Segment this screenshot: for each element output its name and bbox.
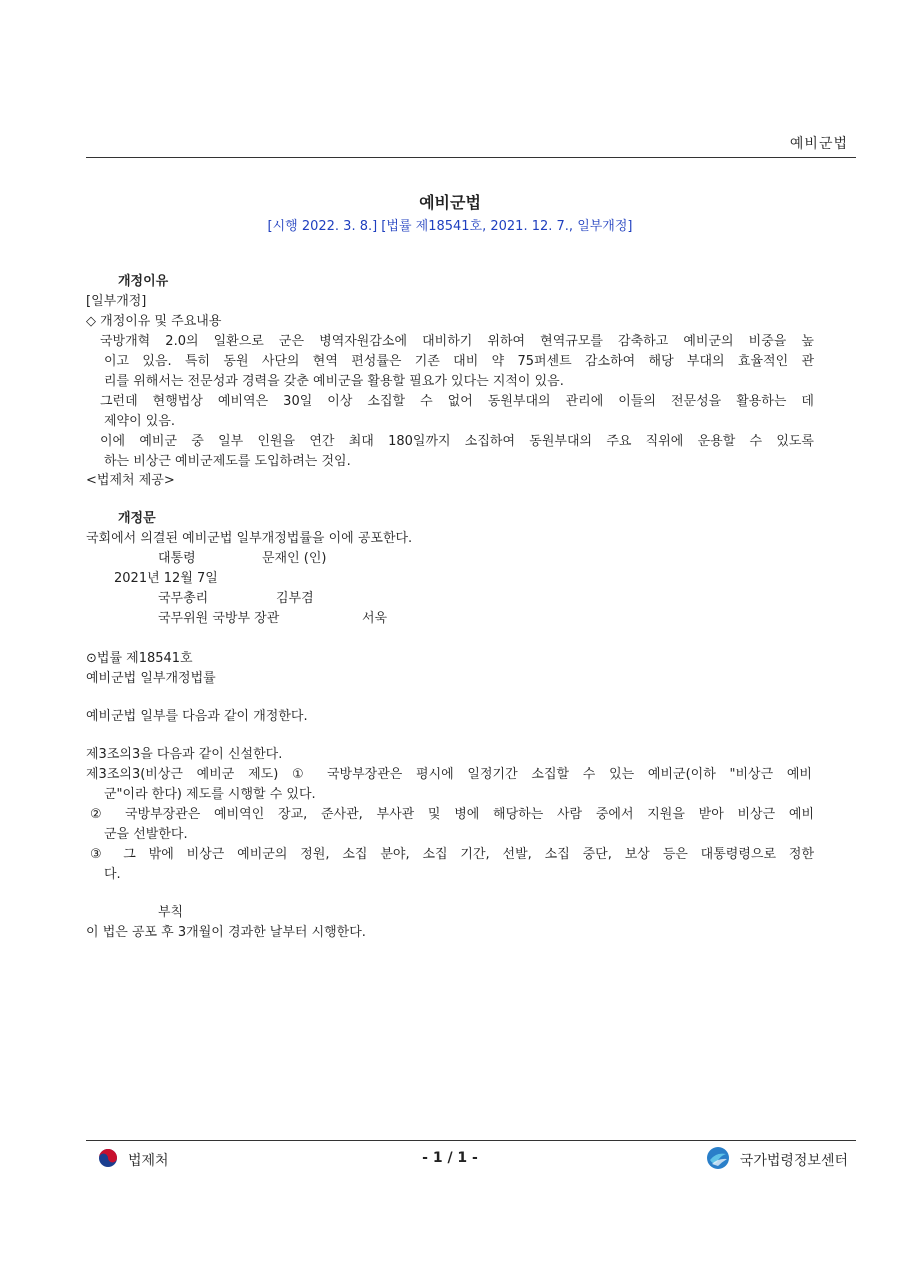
reason-p2-line1: 그런데 현행법상 예비역은 30일 이상 소집할 수 없어 동원부대의 관리에 이들의 전문성을 활용하는 데 [100, 394, 814, 409]
paragraph-2-line2: 군을 선발한다. [104, 827, 188, 842]
prime-minister-title: 국무총리 [158, 591, 209, 606]
footer-right-label: 국가법령정보센터 [739, 1153, 848, 1169]
page-number: - 1 / 1 - [422, 1150, 478, 1166]
minister-name: 서욱 [362, 611, 388, 626]
reason-bullet: ◇ 개정이유 및 주요내용 [86, 314, 222, 329]
minister-title: 국무위원 국방부 장관 [158, 611, 280, 626]
globe-logo-icon [706, 1146, 730, 1174]
president-title: 대통령 [158, 551, 196, 566]
law-name: 예비군법 일부개정법률 [86, 671, 216, 686]
reason-p1-line3: 리를 위해서는 전문성과 경력을 갖춘 예비군을 활용할 필요가 있다는 지적이 있음. [104, 374, 564, 389]
reason-tag: [일부개정] [86, 294, 147, 309]
document-title: 예비군법 [419, 193, 481, 212]
reason-p3-line2: 하는 비상근 예비군제도를 도입하려는 것임. [104, 454, 351, 469]
law-number: ⊙법률 제18541호 [86, 651, 193, 666]
amendment-heading: 개정문 [118, 511, 156, 526]
footer-divider [86, 1140, 856, 1141]
paragraph-2-line1: ② 국방부장관은 예비역인 장교, 준사관, 부사관 및 병에 해당하는 사람 중에서 지원을 받아 비상근 예비 [90, 807, 814, 822]
reason-p1-line1: 국방개혁 2.0의 일환으로 군은 병역자원감소에 대비하기 위하여 현역규모를 감축하고 예비군의 비중을 높 [100, 334, 814, 349]
reason-p2-line2: 제약이 있음. [104, 414, 176, 429]
footer-right [706, 1146, 848, 1174]
promulgation-text: 국회에서 의결된 예비군법 일부개정법률을 이에 공포한다. [86, 531, 413, 546]
reason-source: <법제처 제공> [86, 473, 175, 488]
reason-p3-line1: 이에 예비군 중 일부 인원을 연간 최대 180일까지 소집하여 동원부대의 주요 직위에 운용할 수 있도록 [100, 434, 814, 449]
article-new-notice: 제3조의3을 다음과 같이 신설한다. [86, 747, 283, 762]
reason-p1-line2: 이고 있음. 특히 동원 사단의 현역 편성률은 기존 대비 약 75퍼센트 감소하여 해당 부대의 효율적인 관 [104, 354, 814, 369]
running-header-title: 예비군법 [789, 136, 848, 152]
document-subtitle: [시행 2022. 3. 8.] [법률 제18541호, 2021. 12. 7., 일부개정] [267, 219, 633, 234]
article-3-3-line2: 군"이라 한다) 제도를 시행할 수 있다. [104, 787, 316, 802]
paragraph-3-line1: ③ 그 밖에 비상근 예비군의 정원, 소집 분야, 소집 기간, 선발, 소집 중단, 보상 등은 대통령령으로 정한 [90, 847, 814, 862]
amendment-intro: 예비군법 일부를 다음과 같이 개정한다. [86, 709, 308, 724]
article-3-3-line1: 제3조의3(비상근 예비군 제도) ① 국방부장관은 평시에 일정기간 소집할 수 있는 예비군(이하 "비상근 예비 [86, 767, 812, 782]
prime-minister-name: 김부겸 [276, 591, 314, 606]
paragraph-3-line2: 다. [104, 867, 121, 882]
reason-heading: 개정이유 [118, 274, 169, 289]
supplementary-text: 이 법은 공포 후 3개월이 경과한 날부터 시행한다. [86, 925, 366, 940]
footer-left-label: 법제처 [128, 1153, 169, 1169]
supplementary-heading: 부칙 [158, 905, 184, 920]
header-divider [86, 157, 856, 158]
president-name: 문재인 (인) [262, 551, 327, 566]
promulgation-date: 2021년 12월 7일 [114, 571, 218, 586]
